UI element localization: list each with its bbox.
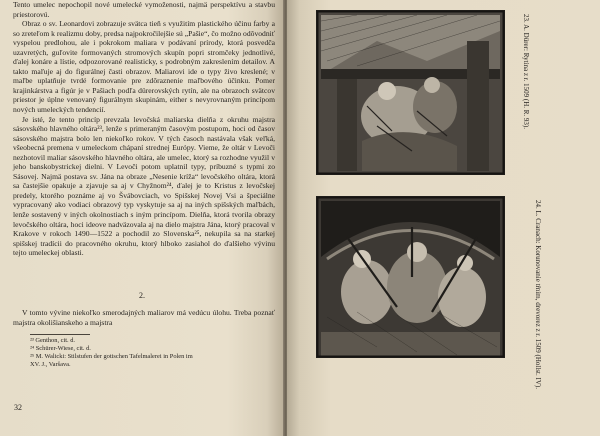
footnote-rule: [30, 334, 90, 335]
body-text: [13, 0, 275, 258]
body-text-after-section: [13, 308, 275, 327]
woodcut-image: [317, 197, 504, 357]
page-number: 32: [14, 403, 22, 412]
section-number: 2.: [139, 291, 145, 300]
footnotes: [30, 337, 275, 369]
paragraph: V tomto vývine niekoľko smerodajných maliarov má vedúcu úlohu. Treba poznať majstra okolišianskeho a majstra: [13, 308, 275, 327]
footnote: ²⁵ M. Walicki: Stilstufen der gotischen Tafelmalerei in Polen im: [30, 353, 193, 360]
footnote: XV. J., Varšava.: [30, 361, 71, 368]
figure-caption: 24. L. Cranach: Korunovanie tŕním, drevorez z r. 1509 (Hollst. IV).: [534, 200, 542, 389]
right-page: [287, 0, 600, 436]
engraving-plate-bottom: [316, 196, 505, 358]
left-page: [0, 0, 284, 436]
footnote: ²⁴ Schürer-Wiese, cit. d.: [30, 345, 91, 352]
paragraph: Je isté, že tento princíp prevzala levočská maliarska dielňa z okruhu majstra sásovského hlavného oltára²³, lenže s primeraným časovým postupom, hoci od časov sásovského majstra bolo len niekoľko rokov. V tých časoch nastávala však veľká, všeobecná premena v umeleckom chápaní strednej Európy. Vieme, že oltár v Levoči nezhotovil maliar sásovského hlavného oltára, ale umelec, ktorý sa rozhodne využil v jeho banskobystrickej dielni. V Levoči potom uplatnil typy, príbuzné s typmi zo Sásovej. Najmä postava sv. Jána na obraze „Nesenie kríža“ levočského oltára, ktorá sa častejšie opakuje a zjavuje sa aj v Chyžnom²⁴, ďalej je to Kristus z levočskej predely, ktorého poznáme aj vo Švábovciach, vo Spišskej Novej Vsi a špeciálne vypracovaný ako vodiaci obrazový typ vyskytuje sa aj na iných spišských maľbách, lenže sostavený v iných okolnostiach s iným princípom. Dielňa, ktorá tvorila obrazy levočského oltára, hoci ideove nadväzovala aj na dielo majstra Jána, ktorý pracoval v Krakove v rokoch 1490—1522 a pochodil zo Slovenska²⁵, nekupila sa na starkej spišskej tradícii do pracovného okruhu, ktorý hlboko zasiahol do ďalšieho vývinu tejto umeleckej oblasti.: [13, 114, 275, 258]
footnote: ²³ Genthon, cit. d.: [30, 337, 76, 344]
paragraph: Tento umelec nepochopil nové umelecké vymoženosti, najmä perspektívu a stavbu priestorovú.: [13, 0, 275, 19]
figure-caption: 23. A. Dürer: Rytina z r. 1509 (H. R. 93).: [522, 14, 530, 130]
engraving-plate-top: [316, 10, 505, 175]
engraving-image: [317, 11, 504, 174]
paragraph: Obraz o sv. Leonardovi zobrazuje svätca tieň s využitím plastického účinu farby a so zreteľom k realizmu doby, predsa najpokročilejšie sú „Pašie“, čo možno odôvodniť vyspelou predlohou, ale i pokrokom maliara v podávaní prírody, ktorá posvedča uzavretých, guľovite formovaných stromových skupín popri stromčeky jednotlivé, ďalej konáre a lístie, odpozorované realisticky, s podrobným zakreslením detailov. A takto maľuje aj do figurálnej časti obrazov. Maliarovi ide o typy živo kreslené; v maľbe uplatňuje tvrdé formovanie pre zdôraznenie maľbového účinku. Pomer krajinkárstva a figúr je v Pašiach podľa dürerovských rytín, ale na obrazoch svätcov priestor je úplne venovaný figurálnym skupinám, either s nevyrovnaným princípom nových umeleckých tendencií.: [13, 19, 275, 115]
